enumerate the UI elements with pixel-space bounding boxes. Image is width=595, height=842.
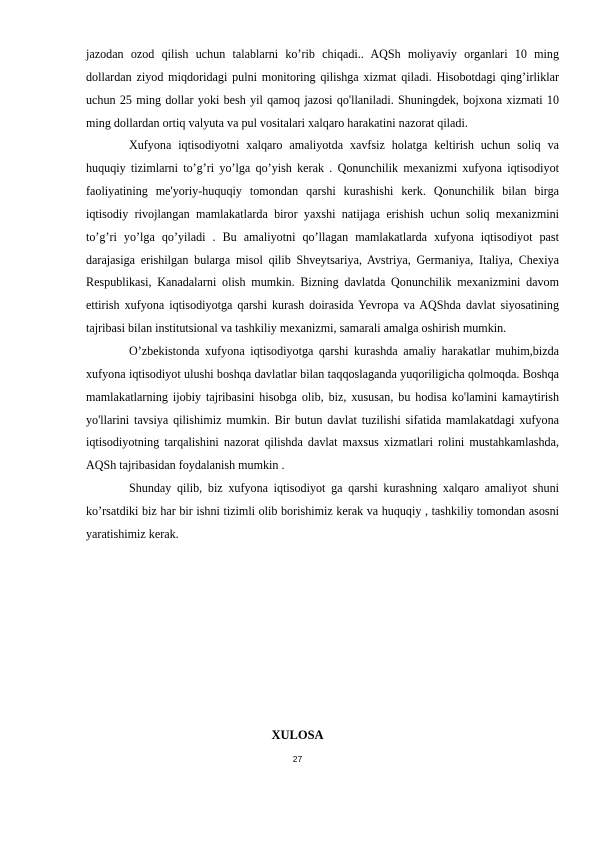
paragraph-4: Shunday qilib, biz xufyona iqtisodiyot ga qarshi kurashning xalqaro amaliyot shuni ko’rsatdiki biz har bir ishni tizimli olib borishimiz kerak va huquqiy , tashkiliy tomondan asosni yaratishimiz kerak.	[86, 481, 559, 541]
page-number: 27	[292, 754, 303, 764]
section-heading: XULOSA	[271, 728, 324, 742]
paragraph-2: Xufyona iqtisodiyotni xalqaro amaliyotda xavfsiz holatga keltirish uchun soliq va huquqiy tizimlarni to’g’ri yo’lga qo’yish kerak . Qonunchilik mexanizmi xufyona iqtisodiyot faoliyatining me'yoriy-huquqiy tomondan qarshi kurashishi kerk. Qonunchilik bilan birga iqtisodiy rivojlangan mamlakatlarda biror yaxshi natijaga erishish uchun soliq mexanizmini to’g’ri yo’lga qo’yiladi . Bu amaliyotni qo’llagan mamlakatlarda xufyona iqtisodiyot past darajasiga erishilgan bularga misol qilib Shveytsariya, Avstriya, Germaniya, Italiya, Chexiya Respublikasi, Kanadalarni olish mumkin. Bizning davlatda Qonunchilik mexanizmini davom ettirish xufyona iqtisodiyotga qarshi kurash doirasida Yevropa va AQShda davlat siyosatining tajribasi bilan institutsional va tashkiliy mexanizmi, samarali amalga oshirish mumkin.	[86, 138, 559, 336]
body-text	[86, 43, 559, 546]
paragraph-3: O’zbekistonda xufyona iqtisodiyotga qarshi kurashda amaliy harakatlar muhim,bizda xufyona iqtisodiyot ulushi boshqa davlatlar bilan taqqoslaganda yuqoriligicha qolmoqda. Boshqa mamlakatlarning ijobiy tajribasini hisobga olib, biz, xususan, bu hodisa ko'lamini kamaytirish yo'llarini tavsiya qilishimiz mumkin. Bir butun davlat tuzilishi sifatida mamlakatdagi xufyona iqtisodiyotning tarqalishini nazorat qilishda davlat maxsus xizmatlari rolini mustahkamlashda, AQSh tajribasidan foydalanish mumkin .	[86, 343, 559, 473]
paragraph-1: jazodan ozod qilish uchun talablarni ko’rib chiqadi.. AQSh moliyaviy organlari 10 ming dollardan ziyod miqdoridagi pulni monitoring qilishga xizmat qiladi. Hisobotdagi qing’irliklar uchun 25 ming dollar yoki besh yil qamoq jazosi qo'llaniladi. Shuningdek, bojxona xizmati 10 ming dollardan ortiq valyuta va pul vositalari xalqaro harakatini nazorat qiladi.	[86, 47, 559, 130]
